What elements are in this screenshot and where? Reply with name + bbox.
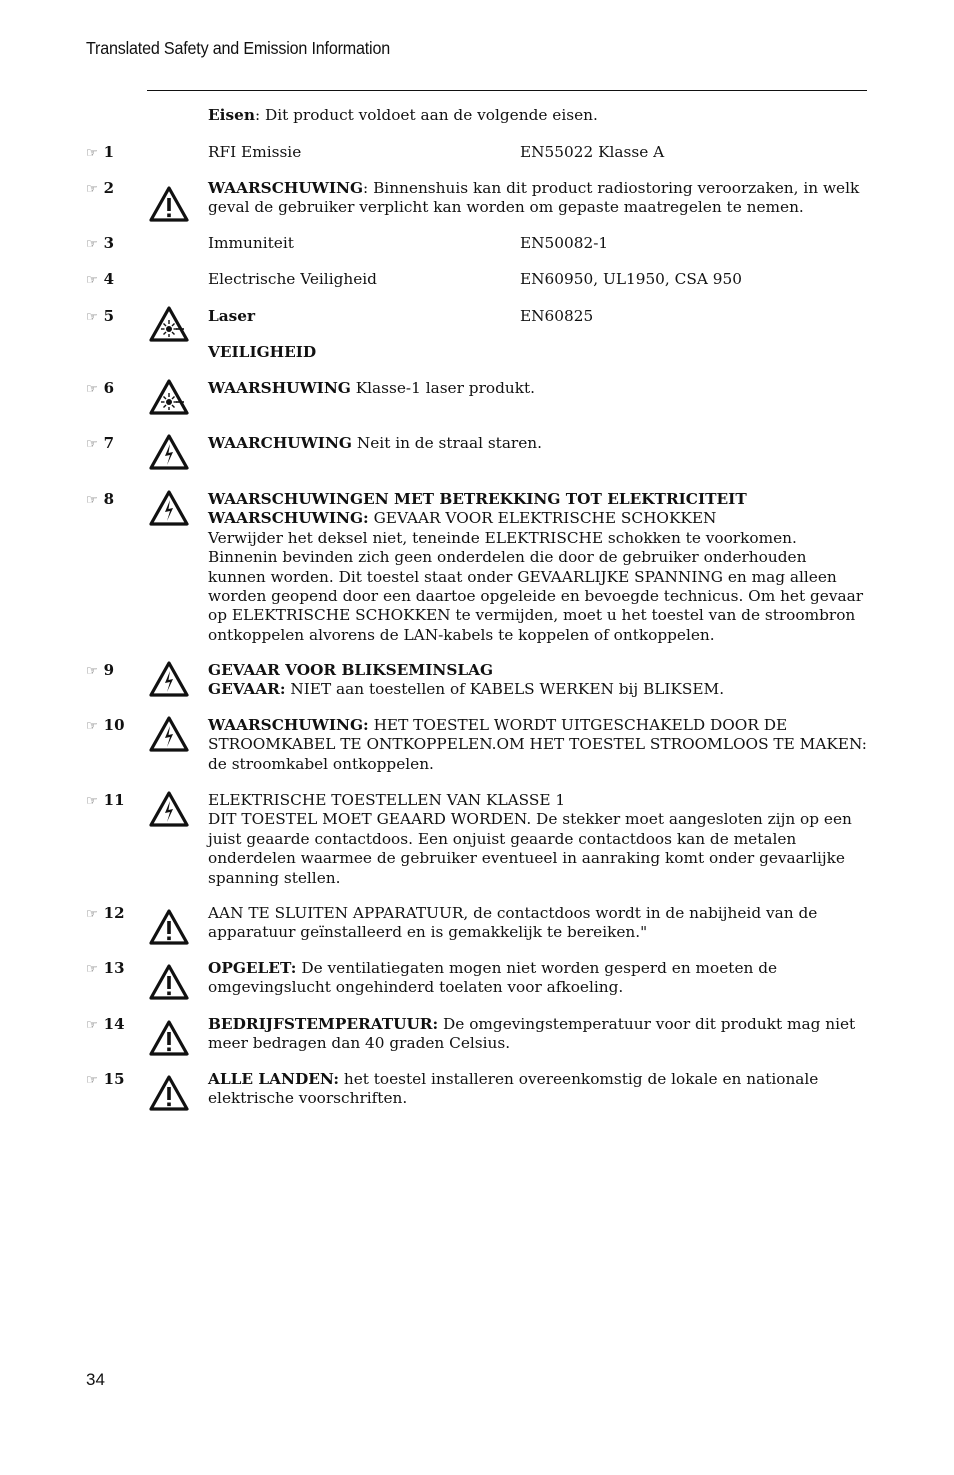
item-text: RFI Emissie <box>208 143 302 161</box>
subheading-label: VEILIGHEID <box>208 343 317 361</box>
item-number-text: 9 <box>103 661 115 679</box>
item-value: EN60950, UL1950, CSA 950 <box>520 270 742 288</box>
item-number-text: 2 <box>103 179 115 197</box>
page-header: Translated Safety and Emission Information <box>86 38 391 58</box>
item-number-text: 15 <box>103 1070 125 1088</box>
item-label: GEVAAR: <box>208 680 286 699</box>
item-body: HET TOESTEL WORDT UITGESCHAKELD DOOR DE STROOMKABEL TE ONTKOPPELEN.OM HET TOESTEL STROOMLOOS TE MAKEN: de stroomkabel ontkoppelen. <box>208 716 867 773</box>
pointing-hand-icon: ☞ <box>86 146 98 161</box>
item-text <box>208 904 868 943</box>
item-number-text: 12 <box>103 904 125 922</box>
pointing-hand-icon: ☞ <box>86 907 98 922</box>
item-number-text: 3 <box>103 234 115 252</box>
intro-label: Eisen <box>208 106 255 124</box>
item-body: het toestel installeren overeenkomstig de lokale en nationale elektrische voorschriften. <box>208 1070 819 1108</box>
item-text <box>208 307 508 326</box>
item-number <box>86 1015 125 1035</box>
warning-triangle-icon <box>148 963 190 1001</box>
item-number <box>86 959 125 979</box>
item-heading: GEVAAR VOOR BLIKSEMINSLAG <box>208 661 494 679</box>
item-body: NIET aan toestellen of KABELS WERKEN bij BLIKSEM. <box>285 680 725 699</box>
item-number-text: 14 <box>103 1015 125 1033</box>
item-number <box>86 434 114 454</box>
item-label: WAARCHUWING <box>208 434 352 452</box>
item-text <box>208 959 868 998</box>
intro-body: : Dit product voldoet aan de volgende eisen. <box>254 106 598 124</box>
laser-warning-icon <box>148 378 190 416</box>
laser-warning-icon <box>148 305 190 343</box>
item-number-text: 1 <box>103 143 115 161</box>
item-text <box>208 716 868 774</box>
header-rule <box>147 90 867 91</box>
item-text: Immuniteit <box>208 234 294 252</box>
item-number-text: 13 <box>103 959 125 977</box>
item-value: EN50082-1 <box>520 234 609 252</box>
item-number-text: 7 <box>103 434 115 452</box>
intro-text <box>208 106 868 125</box>
item-text <box>208 179 868 218</box>
item-number <box>86 270 114 290</box>
pointing-hand-icon: ☞ <box>86 719 98 734</box>
page-number: 34 <box>86 1370 105 1389</box>
item-text <box>208 1015 868 1054</box>
warning-triangle-icon <box>148 1074 190 1112</box>
item-value: EN55022 Klasse A <box>520 143 665 161</box>
item-label: WAARSHUWING <box>208 379 351 397</box>
pointing-hand-icon: ☞ <box>86 237 98 252</box>
item-body: De omgevingstemperatuur voor dit produkt mag niet meer bedragen dan 40 graden Celsius. <box>208 1015 856 1053</box>
item-body: De ventilatiegaten mogen niet worden gesperd en moeten de omgevingslucht ongehinderd toelaten voor afkoeling. <box>208 959 778 997</box>
item-subheading <box>208 343 868 362</box>
item-number <box>86 143 114 163</box>
item-text <box>208 379 868 398</box>
warning-triangle-icon <box>148 185 190 223</box>
pointing-hand-icon: ☞ <box>86 794 98 809</box>
pointing-hand-icon: ☞ <box>86 182 98 197</box>
pointing-hand-icon: ☞ <box>86 664 98 679</box>
item-subline: GEVAAR VOOR ELEKTRISCHE SCHOKKEN <box>368 509 717 528</box>
item-label: Laser <box>208 307 256 325</box>
item-text: Electrische Veiligheid <box>208 270 377 288</box>
item-text <box>208 1070 868 1109</box>
item-number <box>86 307 114 327</box>
pointing-hand-icon: ☞ <box>86 273 98 288</box>
electric-hazard-icon <box>148 660 190 698</box>
electric-hazard-icon <box>148 715 190 753</box>
item-number <box>86 179 114 199</box>
warning-triangle-icon <box>148 908 190 946</box>
pointing-hand-icon: ☞ <box>86 437 98 452</box>
item-text <box>208 661 868 700</box>
item-text <box>208 490 868 645</box>
item-number <box>86 234 114 254</box>
item-number-text: 10 <box>103 716 125 734</box>
item-body: AAN TE SLUITEN APPARATUUR, de contactdoos wordt in de nabijheid van de apparatuur geïnstalleerd en is gemakkelijk te bereiken." <box>208 904 818 942</box>
pointing-hand-icon: ☞ <box>86 493 98 508</box>
item-number-text: 11 <box>103 791 125 809</box>
item-number-text: 6 <box>103 379 115 397</box>
item-body: : Binnenshuis kan dit product radiostoring veroorzaken, in welk geval de gebruiker verplicht kan worden om gepaste maatregelen te nemen. <box>208 179 860 217</box>
item-number <box>86 791 125 811</box>
item-body: Klasse-1 laser produkt. <box>350 379 536 397</box>
electric-hazard-icon <box>148 489 190 527</box>
item-number <box>86 379 114 399</box>
item-number-text: 5 <box>103 307 115 325</box>
item-label: OPGELET: <box>208 959 297 977</box>
item-body: DIT TOESTEL MOET GEAARD WORDEN. De stekker moet aangesloten zijn op een juist geaarde contactdoos. Een onjuist geaarde contactdoos kan de metalen onderdelen waarmee de gebruiker eventueel in aanraking komt onder gevaarlijke spanning stellen. <box>208 810 852 887</box>
item-body: Verwijder het deksel niet, teneinde ELEKTRISCHE schokken te voorkomen. Binnenin bevinden zich geen onderdelen die door de gebruiker onderhouden kunnen worden. Dit toestel staat onder GEVAARLIJKE SPANNING en mag alleen worden geopend door een daartoe opgeleide en bevoegde technicus. Om het gevaar op ELEKTRISCHE SCHOKKEN te vermijden, moet u het toestel van de stroombron ontkoppelen alvorens de LAN-kabels te koppelen of ontkoppelen. <box>208 528 864 644</box>
item-label: WAARSCHUWING: <box>208 716 369 734</box>
pointing-hand-icon: ☞ <box>86 310 98 325</box>
item-number <box>86 1070 125 1090</box>
pointing-hand-icon: ☞ <box>86 1018 98 1033</box>
item-label: WAARSCHUWING: <box>208 509 369 528</box>
electric-hazard-icon <box>148 790 190 828</box>
item-body: Neit in de straal staren. <box>352 434 543 452</box>
item-text <box>208 434 868 453</box>
warning-triangle-icon <box>148 1019 190 1057</box>
item-value: EN60825 <box>520 307 594 325</box>
item-heading: WAARSCHUWINGEN MET BETREKKING TOT ELEKTRICITEIT <box>208 490 747 508</box>
item-number-text: 8 <box>103 490 115 508</box>
electric-hazard-icon <box>148 433 190 471</box>
item-label: WAARSCHUWING <box>208 179 364 197</box>
pointing-hand-icon: ☞ <box>86 1073 98 1088</box>
item-text <box>208 791 868 888</box>
item-heading: ELEKTRISCHE TOESTELLEN VAN KLASSE 1 <box>208 791 566 809</box>
item-label: ALLE LANDEN: <box>208 1070 339 1088</box>
pointing-hand-icon: ☞ <box>86 382 98 397</box>
item-number <box>86 490 114 510</box>
item-number-text: 4 <box>103 270 115 288</box>
pointing-hand-icon: ☞ <box>86 962 98 977</box>
item-number <box>86 716 125 736</box>
item-number <box>86 661 114 681</box>
item-label: BEDRIJFSTEMPERATUUR: <box>208 1015 439 1033</box>
item-number <box>86 904 125 924</box>
